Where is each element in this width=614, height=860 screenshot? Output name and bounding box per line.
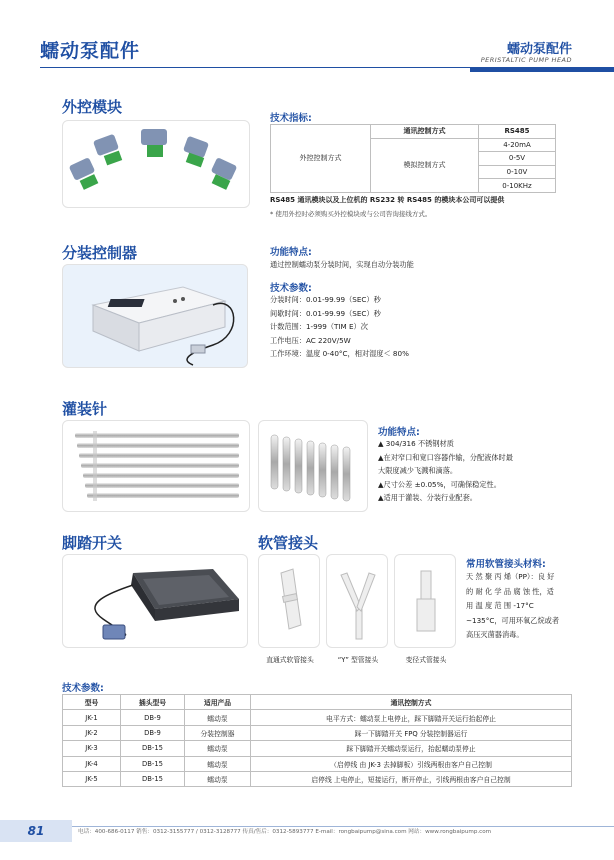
material-line: 高压灭菌器消毒。 (466, 630, 524, 639)
table-cell: （启停线 由 JK-3 去掉脚板）引线两根由客户自己控制 (251, 756, 572, 771)
table-cell: DB-9 (121, 710, 185, 725)
spec-analog-label: 模拟控制方式 (371, 138, 479, 192)
header-right-subtitle: PERISTALTIC PUMP HEAD (480, 56, 572, 64)
param-item: 工作电压：AC 220V/5W (270, 335, 351, 345)
table-header: 型号 (63, 695, 121, 710)
params-title: 技术参数: (270, 283, 312, 294)
table-cell: 踩下脚踏开关蠕动泵运行，抬起蠕动泵停止 (251, 741, 572, 756)
needle-feature-item: ▲尺寸公差 ±0.05%，可确保稳定性。 (378, 479, 501, 489)
param-item: 计数范围：1-999（TIM E）次 (270, 322, 368, 332)
spec-analog-value: 0-10KHz (479, 179, 556, 193)
table-cell: JK-3 (63, 741, 121, 756)
table-cell: 蠕动泵 (185, 756, 251, 771)
y-fitting-illustration (327, 555, 388, 648)
table-cell: 启停线 上电停止，短接运行，断开停止，引线两根由客户自己控制 (251, 771, 572, 786)
needle-feature-item: ▲ 304/316 不锈钢材质 (378, 439, 454, 448)
needle-tips-photo (258, 420, 368, 512)
needle-features-list (378, 437, 513, 505)
table-cell: DB-9 (121, 725, 185, 740)
table-header: 插头型号 (121, 695, 185, 710)
params-list (270, 293, 409, 361)
table-cell: 电平方式：蠕动泵上电停止，踩下脚踏开关运行抬起停止 (251, 710, 572, 725)
bottom-table-title: 技术参数: (62, 683, 104, 694)
spec-comm-label: 通讯控制方式 (371, 125, 479, 139)
material-description (466, 570, 572, 643)
connector-modules-illustration (63, 121, 250, 208)
section-title-hose-fittings: 软管接头 (258, 534, 319, 552)
section-title-dispensing-controller: 分装控制器 (62, 244, 138, 262)
spec-row-label: 外控控制方式 (271, 125, 371, 193)
table-header: 通讯控制方式 (251, 695, 572, 710)
needles-illustration (63, 421, 250, 512)
external-control-spec-table (270, 124, 556, 193)
straight-fitting-illustration (259, 555, 320, 648)
table-cell: JK-2 (63, 725, 121, 740)
material-line: 用 温 度 范 围 -17°C (466, 601, 534, 610)
y-fitting-caption: “Y” 型管接头 (337, 656, 379, 664)
module-3 (141, 129, 167, 157)
y-fitting-photo (326, 554, 388, 648)
module-5 (211, 157, 238, 190)
header-accent-bar (470, 67, 614, 72)
module-1 (69, 157, 99, 190)
param-item: 工作环境：温度 0-40°C，相对湿度＜ 80% (270, 349, 409, 359)
straight-fitting-photo (258, 554, 320, 648)
page-title: 蠕动泵配件 (40, 40, 141, 62)
external-control-footnote: * 使用外控时必须购买外控模块或与公司咨询接线方式。 (270, 210, 432, 218)
table-cell: DB-15 (121, 756, 185, 771)
dispensing-controller-photo (62, 264, 248, 368)
table-header: 适用产品 (185, 695, 251, 710)
rs485-note: RS485 通讯模块以及上位机的 RS232 转 RS485 的模块本公司可以提供 (270, 196, 505, 204)
table-cell: JK-1 (63, 710, 121, 725)
foot-switch-spec-table (62, 694, 572, 787)
spec-analog-value: 0-5V (479, 152, 556, 166)
reducer-fitting-photo (394, 554, 456, 648)
table-cell: DB-15 (121, 771, 185, 786)
external-control-modules-photo (62, 120, 250, 208)
section-title-foot-switch: 脚踏开关 (62, 534, 123, 552)
table-cell: 蠕动泵 (185, 710, 251, 725)
table-header-row (63, 695, 572, 710)
needle-tips-illustration (259, 421, 368, 512)
needle-feature-item: ▲适用于灌装、分装行业配套。 (378, 493, 477, 503)
features-text: 通过控制蠕动泵分装时间，实现自动分装功能 (270, 260, 414, 269)
foot-switch-illustration (63, 555, 248, 648)
section-title-external-control: 外控模块 (62, 98, 123, 116)
specs-title: 技术指标: (270, 113, 312, 124)
controller-illustration (63, 265, 248, 368)
table-row (63, 756, 572, 771)
reducer-fitting-illustration (395, 555, 456, 648)
spec-analog-value: 4-20mA (479, 138, 556, 152)
spec-analog-value: 0-10V (479, 165, 556, 179)
module-2 (93, 134, 122, 166)
page-number: 81 (0, 820, 72, 842)
needle-features-title: 功能特点: (378, 427, 420, 438)
header-right-title: 蠕动泵配件 (506, 42, 572, 57)
table-row (63, 710, 572, 725)
param-item: 间歇时间：0.01-99.99（SEC）秒 (270, 308, 381, 318)
filling-needles-photo (62, 420, 250, 512)
footer-contact: 电话：400-686-0117 销售：0312-3155777 / 0312-3128777 传真/售后：0312-5893777 E-mail：rongbaipump@sina.com 网站：www.rongbaipump.com (78, 829, 492, 835)
table-row (63, 725, 572, 740)
needle-feature-item: 大限度减少飞溅和滴落。 (378, 466, 458, 476)
straight-fitting-caption: 直通式软管接头 (266, 656, 314, 664)
table-cell: 蠕动泵 (185, 741, 251, 756)
foot-switch-photo (62, 554, 248, 648)
table-cell: JK-4 (63, 756, 121, 771)
material-line: ~135°C，可用环氧乙烷或者 (466, 615, 560, 625)
material-line: 的 耐 化 学 品 腐 蚀 性，适 (466, 586, 554, 596)
table-row (63, 771, 572, 786)
table-cell: DB-15 (121, 741, 185, 756)
needle-feature-item: ▲在对窄口和宽口容器作输，分配液体时最 (378, 452, 513, 462)
features-title: 功能特点: (270, 247, 312, 258)
table-cell: 踩一下脚踏开关 FPQ 分装控制器运行 (251, 725, 572, 740)
module-4 (183, 136, 209, 168)
section-title-filling-needle: 灌装针 (62, 400, 108, 418)
table-row (63, 741, 572, 756)
material-title: 常用软管接头材料: (466, 559, 546, 570)
table-cell: JK-5 (63, 771, 121, 786)
table-cell: 分装控制器 (185, 725, 251, 740)
param-item: 分装时间：0.01-99.99（SEC）秒 (270, 295, 381, 304)
table-cell: 蠕动泵 (185, 771, 251, 786)
spec-comm-value: RS485 (479, 125, 556, 139)
material-line: 天 然 聚 丙 烯（PP）：良 好 (466, 572, 555, 581)
reducer-fitting-caption: 变径式管接头 (405, 656, 447, 664)
needle-group (75, 431, 239, 501)
